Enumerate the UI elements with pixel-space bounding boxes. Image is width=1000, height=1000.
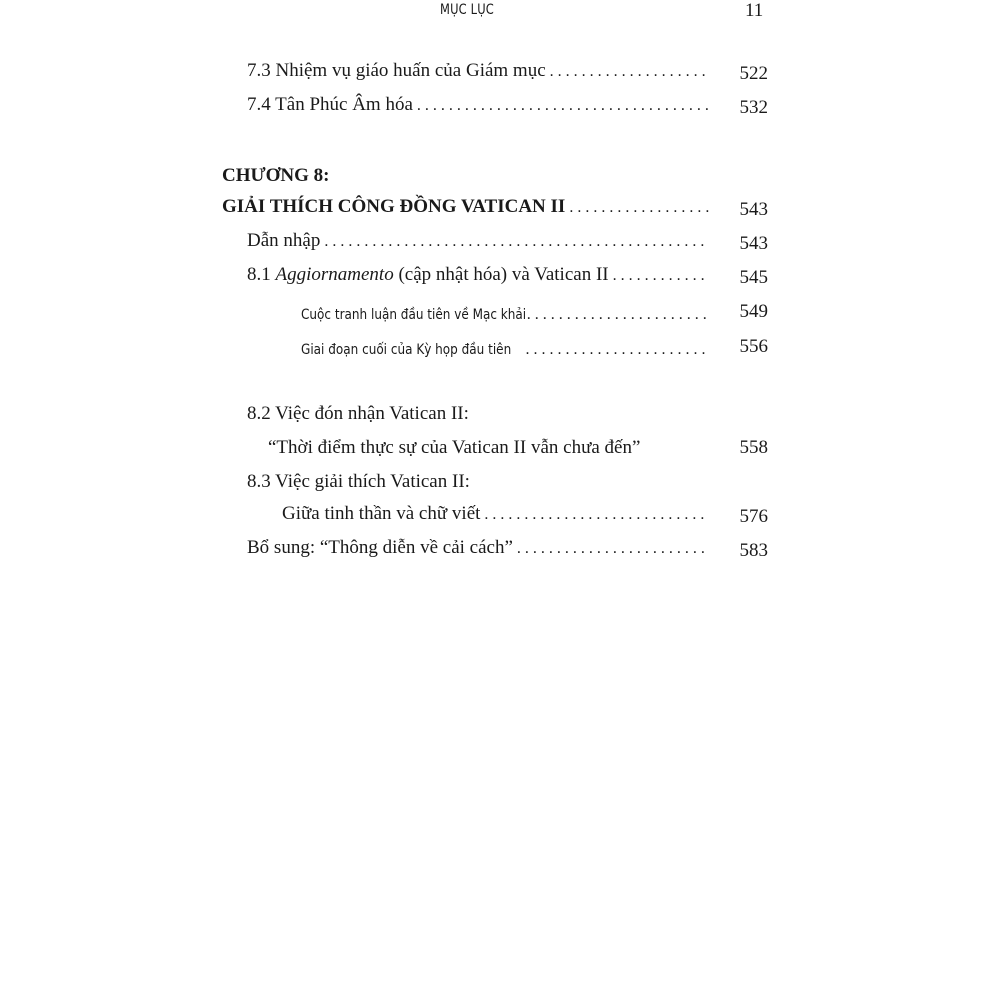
toc-entry-italic-term: Aggiornamento (275, 264, 394, 285)
toc-subentry-revelation-debate (301, 300, 715, 330)
toc-subentry-first-session (301, 335, 715, 365)
toc-entry-label: 7.4 Tân Phúc Âm hóa (247, 94, 413, 115)
dot-leader (569, 199, 709, 217)
toc-page-number: 556 (739, 336, 768, 357)
toc-entry-label: GIẢI THÍCH CÔNG ĐỒNG VATICAN II (222, 196, 566, 217)
dot-leader (550, 63, 709, 81)
toc-entry-label: Dẫn nhập (247, 230, 321, 251)
toc-entry-introduction (247, 230, 715, 260)
dot-leader (527, 306, 709, 324)
dot-leader (484, 506, 709, 524)
toc-page-number: 549 (739, 301, 768, 322)
toc-entry-prefix: 8.1 (247, 264, 276, 285)
toc-page-number: 532 (739, 97, 768, 118)
running-header-title: MỤC LỤC (440, 2, 494, 18)
toc-entry-label: Bổ sung: “Thông diễn về cải cách” (247, 537, 513, 558)
toc-page-number: 558 (739, 437, 768, 458)
toc-entry-chapter-8 (222, 196, 715, 226)
toc-entry-label: Cuộc tranh luận đầu tiên về Mạc khải (301, 307, 527, 323)
dot-leader (525, 341, 709, 359)
toc-page-number: 545 (739, 267, 768, 288)
toc-entry-label (247, 264, 609, 286)
dot-leader (517, 540, 709, 558)
toc-entry-8-1 (247, 264, 715, 294)
toc-page-number: 576 (739, 506, 768, 527)
toc-entry-8-3-heading: 8.3 Việc giải thích Vatican II: (247, 471, 470, 492)
toc-entry-8-2-title: “Thời điểm thực sự của Vatican II vẫn chưa đến” (268, 437, 641, 458)
toc-entry-label: Giữa tinh thần và chữ viết (282, 503, 481, 524)
toc-page-number: 522 (739, 63, 768, 84)
toc-entry-label: Giai đoạn cuối của Kỳ họp đầu tiên (301, 342, 512, 358)
toc-entry-8-2-heading: 8.2 Việc đón nhận Vatican II: (247, 403, 469, 424)
toc-page-number: 543 (739, 233, 768, 254)
dot-leader (417, 97, 709, 115)
dot-leader (324, 233, 709, 251)
toc-entry-supplement (247, 537, 715, 567)
toc-entry-8-3-title (282, 503, 715, 533)
toc-entry-rest: (cập nhật hóa) và Vatican II (393, 264, 609, 285)
running-header-page-number: 11 (745, 0, 764, 21)
toc-entry-label: 7.3 Nhiệm vụ giáo huấn của Giám mục (247, 60, 546, 81)
toc-page-number: 583 (739, 540, 768, 561)
toc-entry-7-4 (247, 94, 715, 124)
chapter-heading-label: CHƯƠNG 8: (222, 165, 330, 186)
toc-page-number: 543 (739, 199, 768, 220)
toc-entry-7-3 (247, 60, 715, 90)
dot-leader (613, 267, 709, 285)
